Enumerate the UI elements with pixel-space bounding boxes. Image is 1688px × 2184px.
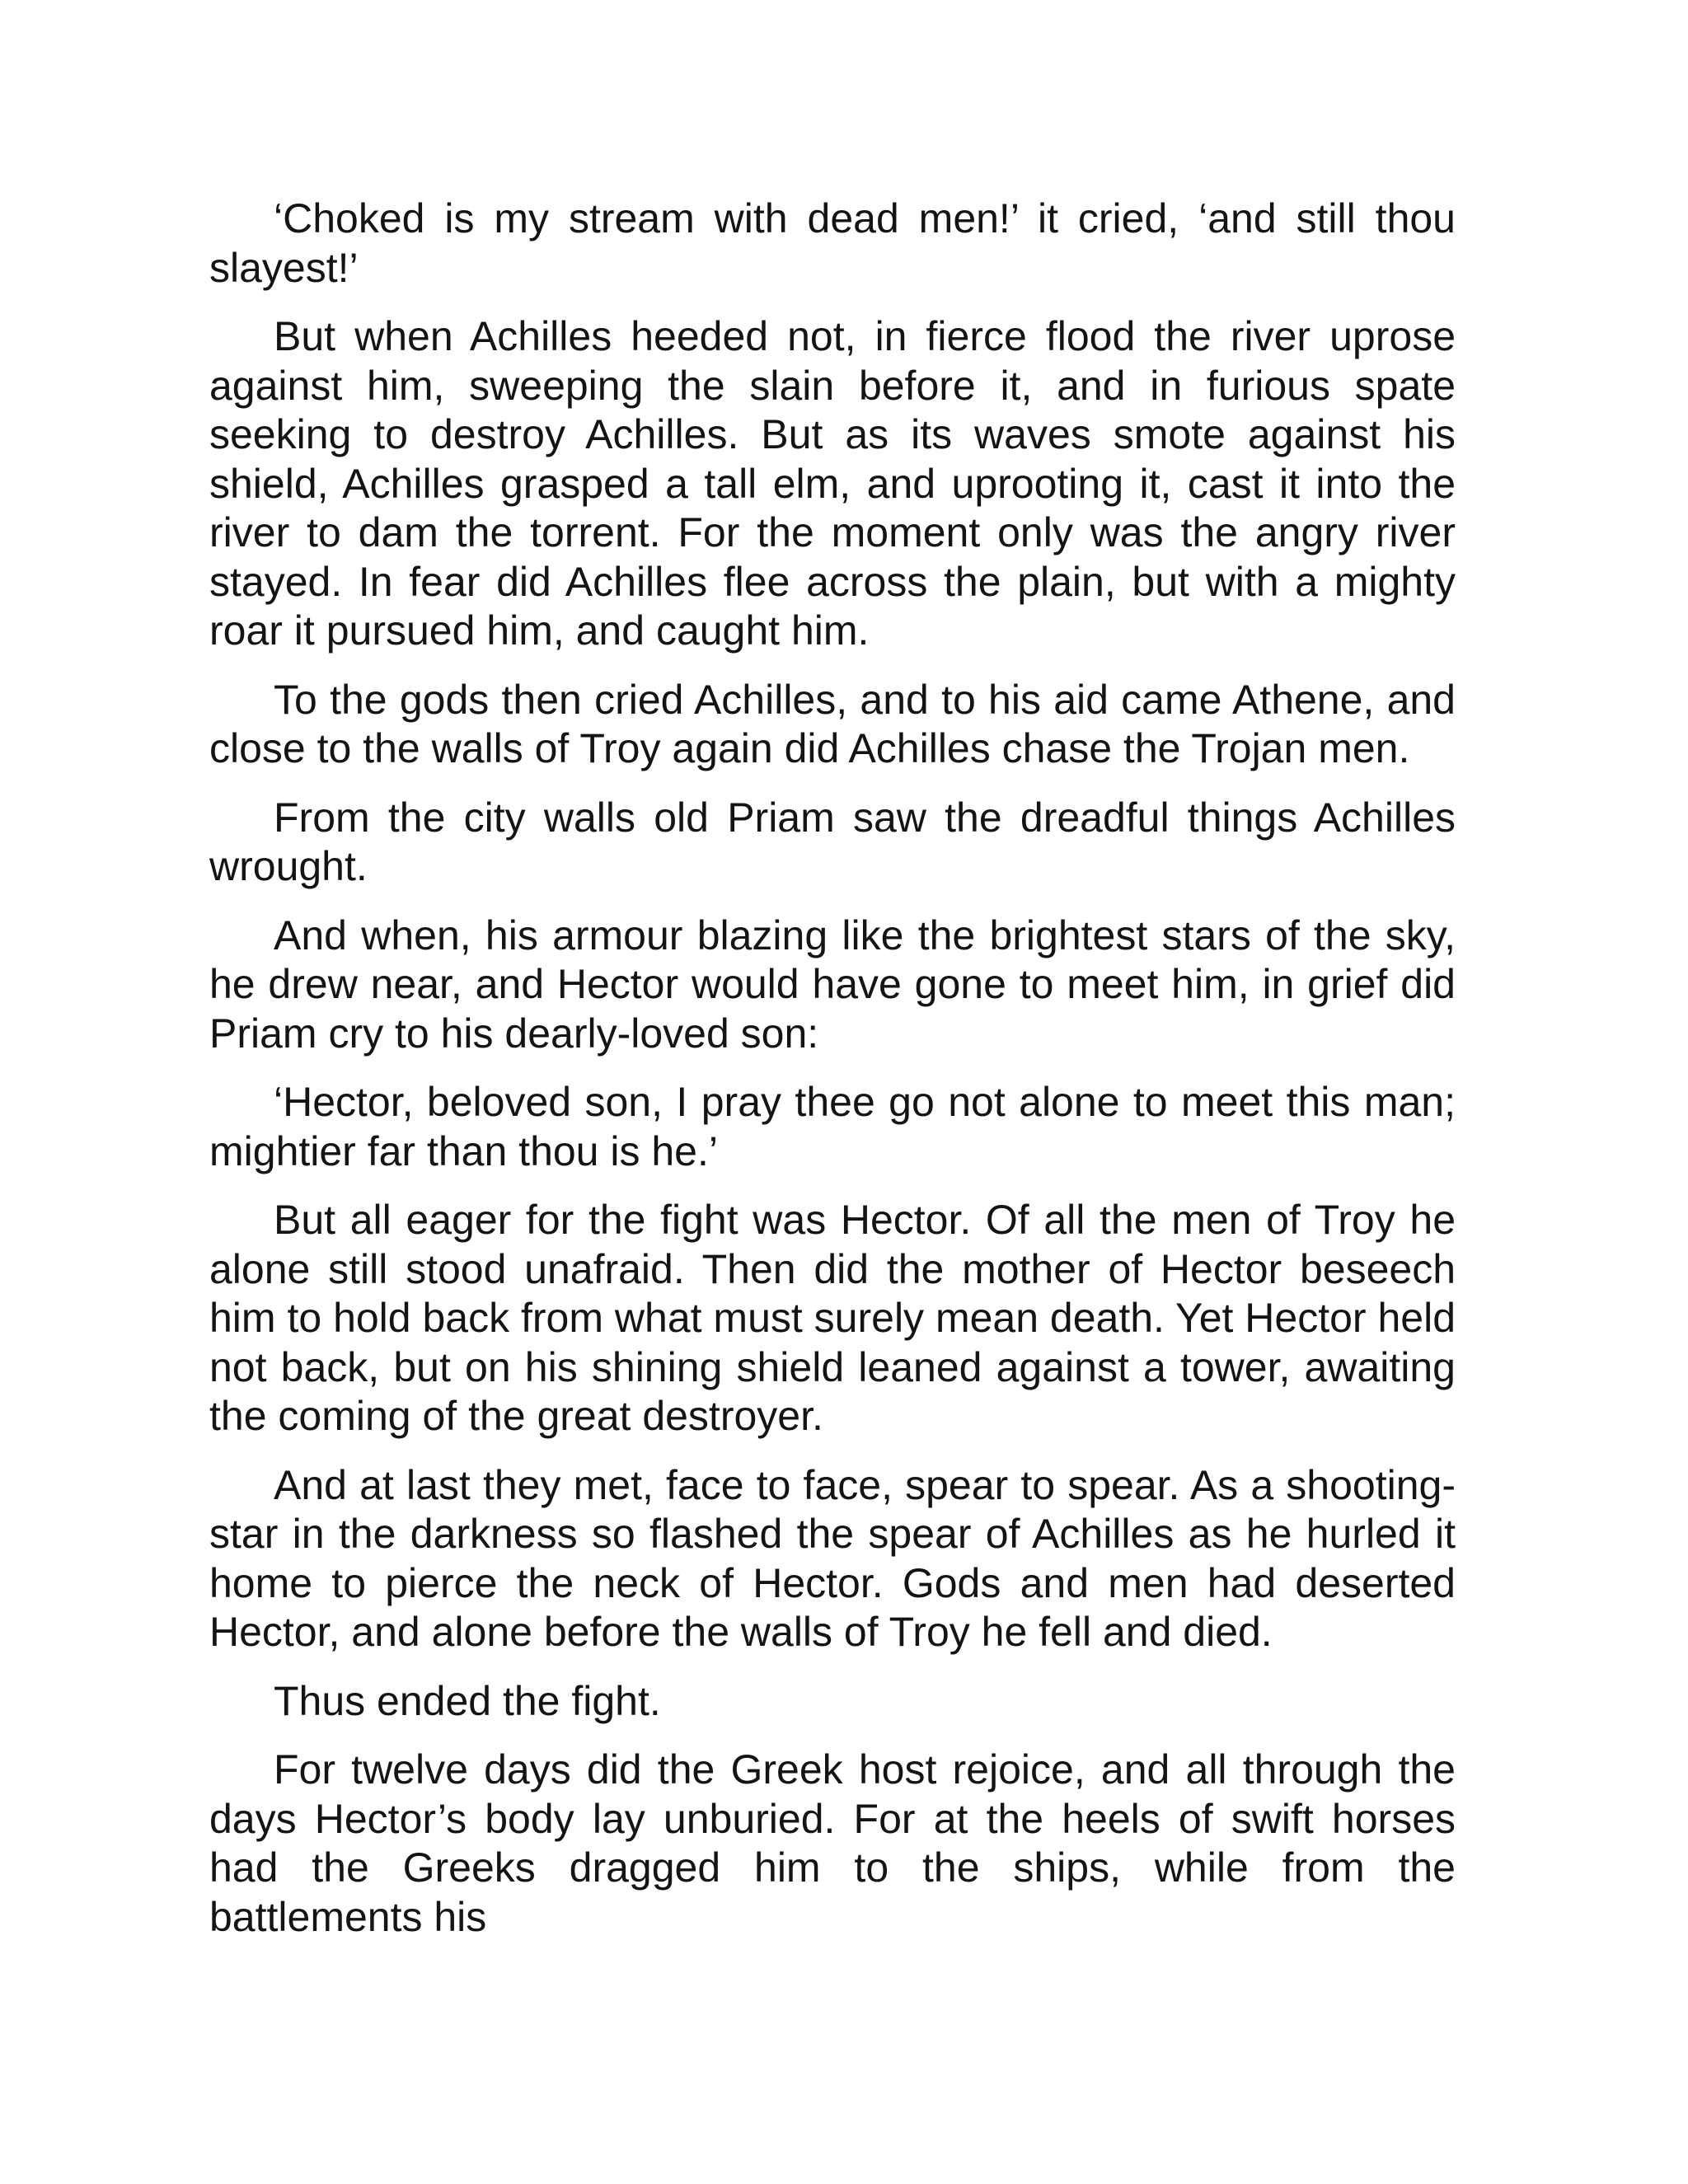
- paragraph: To the gods then cried Achilles, and to his aid came Athene, and close to the walls of Troy again did Achilles chase the Trojan men.: [209, 676, 1456, 771]
- paragraph: For twelve days did the Greek host rejoice, and all through the days Hector’s body lay unburied. For at the heels of swift horses had the Greeks dragged him to the ships, while from the battlements his: [209, 1746, 1456, 1940]
- body-text: [209, 194, 1456, 1961]
- paragraph: But all eager for the fight was Hector. Of all the men of Troy he alone still stood unafraid. Then did the mother of Hector beseech him to hold back from what must surely mean death. Yet Hector held not back, but on his shining shield leaned against a tower, awaiting the coming of the great destroyer.: [209, 1197, 1456, 1439]
- paragraph: ‘Hector, beloved son, I pray thee go not alone to meet this man; mightier far than thou is he.’: [209, 1079, 1456, 1174]
- paragraph: And at last they met, face to face, spear to spear. As a shooting-star in the darkness so flashed the spear of Achilles as he hurled it home to pierce the neck of Hector. Gods and men had deserted Hector, and alone before the walls of Troy he fell and died.: [209, 1461, 1456, 1655]
- paragraph: From the city walls old Priam saw the dreadful things Achilles wrought.: [209, 794, 1456, 889]
- paragraph: ‘Choked is my stream with dead men!’ it cried, ‘and still thou slayest!’: [209, 195, 1456, 291]
- paragraph: But when Achilles heeded not, in fierce flood the river uprose against him, sweeping the slain before it, and in furious spate seeking to destroy Achilles. But as its waves smote against his shield, Achilles grasped a tall elm, and uprooting it, cast it into the river to dam the torrent. For the moment only was the angry river stayed. In fear did Achilles flee across the plain, but with a mighty roar it pursued him, and caught him.: [209, 313, 1456, 654]
- paragraph: And when, his armour blazing like the brightest stars of the sky, he drew near, and Hector would have gone to meet him, in grief did Priam cry to his dearly-loved son:: [209, 912, 1456, 1057]
- paragraph: Thus ended the fight.: [274, 1677, 661, 1724]
